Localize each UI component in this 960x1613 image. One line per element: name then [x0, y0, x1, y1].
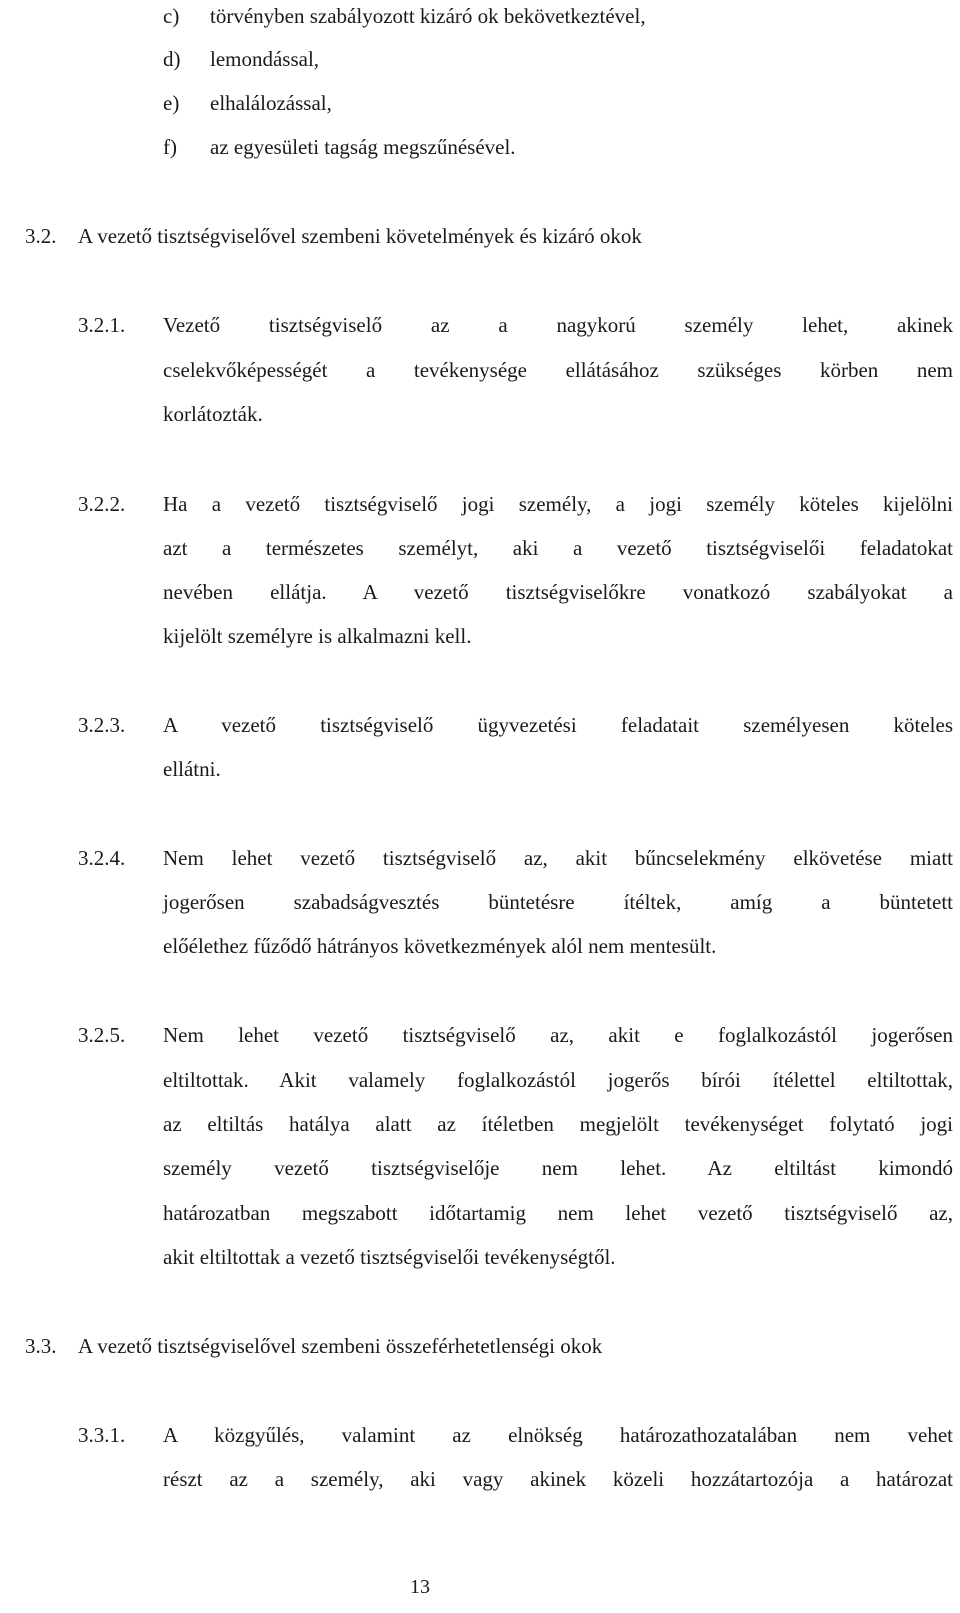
clause-line: ellátni. — [163, 757, 221, 781]
list-item-text: az egyesületi tagság megszűnésével. — [210, 135, 516, 159]
clause-number: 3.2.5. — [78, 1023, 126, 1047]
list-item-text: elhalálozással, — [210, 91, 332, 115]
clause-line: Vezető tisztségviselő az a nagykorú személy lehet, akinek — [163, 313, 953, 337]
clause-line: eltiltottak. Akit valamely foglalkozástól jogerős bírói ítélettel eltiltottak, — [163, 1068, 953, 1092]
section-title: A vezető tisztségviselővel szembeni követelmények és kizáró okok — [78, 224, 642, 248]
clause-line: azt a természetes személyt, aki a vezető tisztségviselői feladatokat — [163, 536, 953, 560]
clause-line: Ha a vezető tisztségviselő jogi személy, a jogi személy köteles kijelölni — [163, 492, 953, 516]
list-item-text: törvényben szabályozott kizáró ok bekövetkeztével, — [210, 4, 646, 28]
clause-line: akit eltiltottak a vezető tisztségviselői tevékenységtől. — [163, 1245, 616, 1269]
clause-line: nevében ellátja. A vezető tisztségviselőkre vonatkozó szabályokat a — [163, 580, 953, 604]
list-marker: c) — [163, 4, 180, 28]
clause-line: kijelölt személyre is alkalmazni kell. — [163, 624, 472, 648]
clause-line: korlátozták. — [163, 402, 263, 426]
clause-line: előélethez fűződő hátrányos következmények alól nem mentesült. — [163, 934, 717, 958]
section-number: 3.3. — [25, 1334, 57, 1358]
clause-number: 3.3.1. — [78, 1423, 126, 1447]
clause-number: 3.2.4. — [78, 846, 126, 870]
clause-line: az eltiltás hatálya alatt az ítéletben megjelölt tevékenységet folytató jogi — [163, 1112, 953, 1136]
clause-number: 3.2.2. — [78, 492, 126, 516]
clause-line: jogerősen szabadságvesztés büntetésre ítéltek, amíg a büntetett — [163, 890, 953, 914]
clause-line: határozatban megszabott időtartamig nem lehet vezető tisztségviselő az, — [163, 1201, 953, 1225]
clause-number: 3.2.3. — [78, 713, 126, 737]
list-marker: e) — [163, 91, 180, 115]
clause-line: Nem lehet vezető tisztségviselő az, akit bűncselekmény elkövetése miatt — [163, 846, 953, 870]
list-marker: d) — [163, 47, 181, 71]
clause-number: 3.2.1. — [78, 313, 126, 337]
page-number: 13 — [410, 1576, 430, 1598]
clause-line: részt az a személy, aki vagy akinek közeli hozzátartozója a határozat — [163, 1467, 953, 1491]
clause-line: A vezető tisztségviselő ügyvezetési feladatait személyesen köteles — [163, 713, 953, 737]
clause-line: cselekvőképességét a tevékenysége ellátásához szükséges körben nem — [163, 358, 953, 382]
clause-line: A közgyűlés, valamint az elnökség határozathozatalában nem vehet — [163, 1423, 953, 1447]
clause-line: Nem lehet vezető tisztségviselő az, akit e foglalkozástól jogerősen — [163, 1023, 953, 1047]
list-item-text: lemondással, — [210, 47, 320, 71]
list-marker: f) — [163, 135, 177, 159]
section-title: A vezető tisztségviselővel szembeni összeférhetetlenségi okok — [78, 1334, 603, 1358]
section-number: 3.2. — [25, 224, 57, 248]
clause-line: személy vezető tisztségviselője nem lehet. Az eltiltást kimondó — [163, 1156, 953, 1180]
